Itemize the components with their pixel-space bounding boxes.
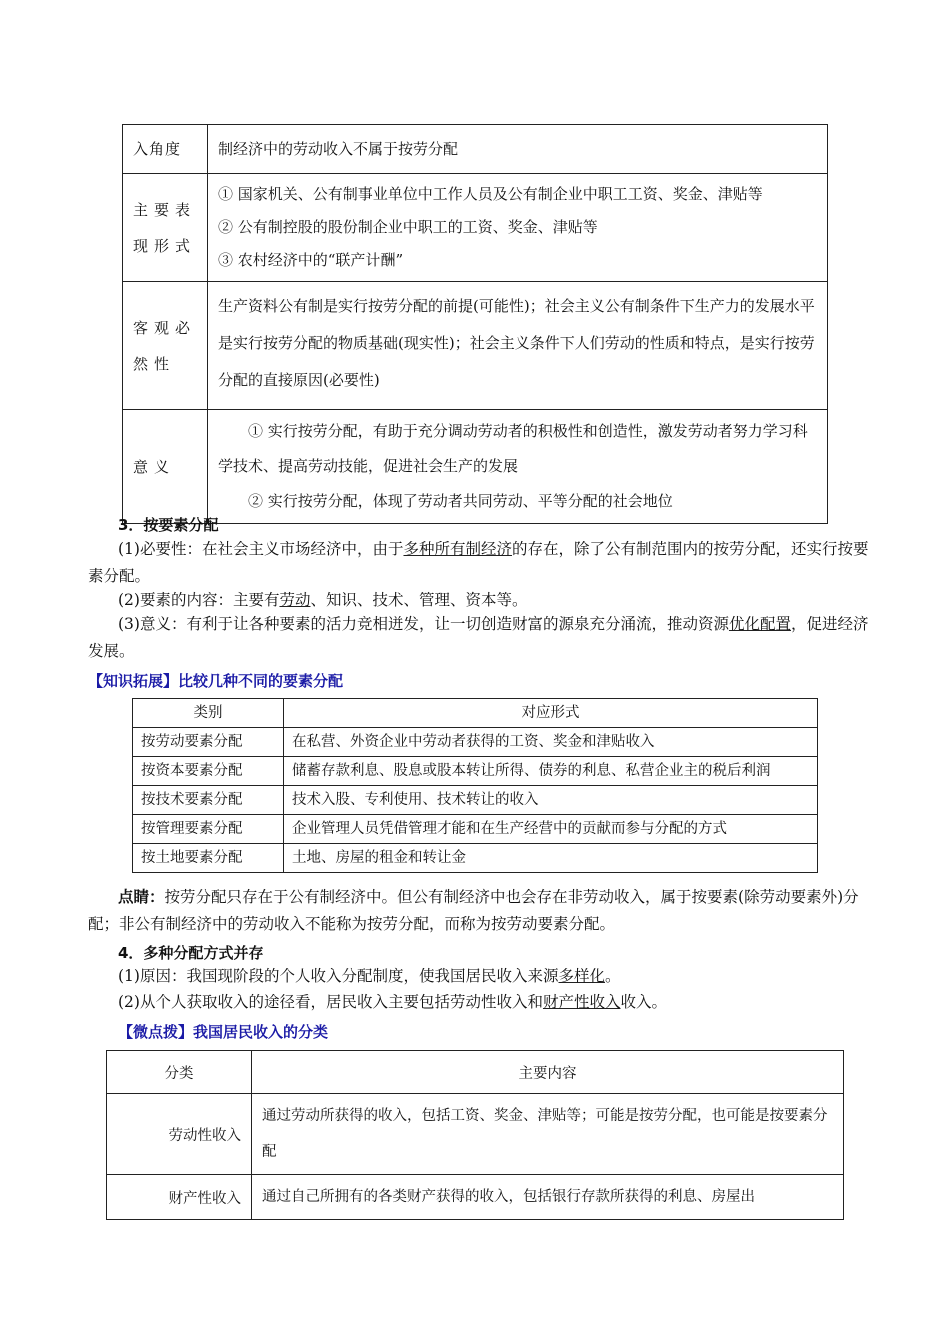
row-head: 意义	[123, 410, 208, 524]
table-row: 按技术要素分配 技术入股、专利使用、技术转让的收入	[133, 786, 818, 815]
table-row	[123, 410, 828, 524]
paragraph: (1)必要性：在社会主义市场经济中，由于多种所有制经济的存在，除了公有制范围内的按劳分配，还实行按要素分配。	[88, 540, 869, 585]
row-content: 制经济中的劳动收入不属于按劳分配	[208, 125, 828, 174]
section-title: 3．按要素分配	[118, 516, 219, 534]
distribution-table	[122, 124, 828, 524]
factor-distribution-table	[132, 698, 818, 873]
row-head: 主要表现形式	[123, 174, 208, 282]
table-row: 按资本要素分配 储蓄存款利息、股息或股本转让所得、债券的利息、私营企业主的税后利润	[133, 757, 818, 786]
note-paragraph: 点睛：按劳分配只存在于公有制经济中。但公有制经济中也会存在非劳动收入，属于按要素(除劳动要素外)分配；非公有制经济中的劳动收入不能称为按劳分配，而称为按劳动要素分配。	[88, 888, 859, 933]
row-head: 客观必然性	[123, 282, 208, 410]
micro-tip-title: 【微点拨】我国居民收入的分类	[118, 1023, 329, 1041]
section-title: 4．多种分配方式并存	[118, 944, 264, 962]
table-row: 劳动性收入 通过劳动所获得的收入，包括工资、奖金、津贴等；可能是按劳分配，也可能是按要素分配	[107, 1094, 844, 1175]
table-header: 分类 主要内容	[107, 1051, 844, 1094]
knowledge-extension-title: 【知识拓展】比较几种不同的要素分配	[88, 672, 344, 690]
table-row	[123, 125, 828, 174]
row-content: ① 实行按劳分配，有助于充分调动劳动者的积极性和创造性，激发劳动者努力学习科学技术、提高劳动技能，促进社会生产的发展 ② 实行按劳分配，体现了劳动者共同劳动、平等分配的社会地位	[208, 410, 828, 524]
row-head: 入角度	[123, 125, 208, 174]
row-content: 生产资料公有制是实行按劳分配的前提(可能性)；社会主义公有制条件下生产力的发展水平是实行按劳分配的物质基础(现实性)；社会主义条件下人们劳动的性质和特点，是实行按劳分配的直接原因(必要性)	[208, 282, 828, 410]
paragraph: (2)从个人获取收入的途径看，居民收入主要包括劳动性收入和财产性收入收入。	[118, 993, 667, 1011]
paragraph: (3)意义：有利于让各种要素的活力竞相迸发，让一切创造财富的源泉充分涌流，推动资源优化配置，促进经济发展。	[88, 615, 869, 660]
row-content: ① 国家机关、公有制事业单位中工作人员及公有制企业中职工工资、奖金、津贴等 ② 公有制控股的股份制企业中职工的工资、奖金、津贴等 ③ 农村经济中的“联产计酬”	[208, 174, 828, 282]
paragraph: (2)要素的内容：主要有劳动、知识、技术、管理、资本等。	[118, 591, 528, 609]
table-row	[123, 282, 828, 410]
table-row	[123, 174, 828, 282]
table-row: 按土地要素分配 土地、房屋的租金和转让金	[133, 844, 818, 873]
table-row: 财产性收入 通过自己所拥有的各类财产获得的收入，包括银行存款所获得的利息、房屋出	[107, 1175, 844, 1220]
table-row: 按劳动要素分配 在私营、外资企业中劳动者获得的工资、奖金和津贴收入	[133, 728, 818, 757]
table-header: 类别 对应形式	[133, 699, 818, 728]
table-row: 按管理要素分配 企业管理人员凭借管理才能和在生产经营中的贡献而参与分配的方式	[133, 815, 818, 844]
income-classification-table	[106, 1050, 844, 1220]
paragraph: (1)原因：我国现阶段的个人收入分配制度，使我国居民收入来源多样化。	[118, 967, 621, 985]
